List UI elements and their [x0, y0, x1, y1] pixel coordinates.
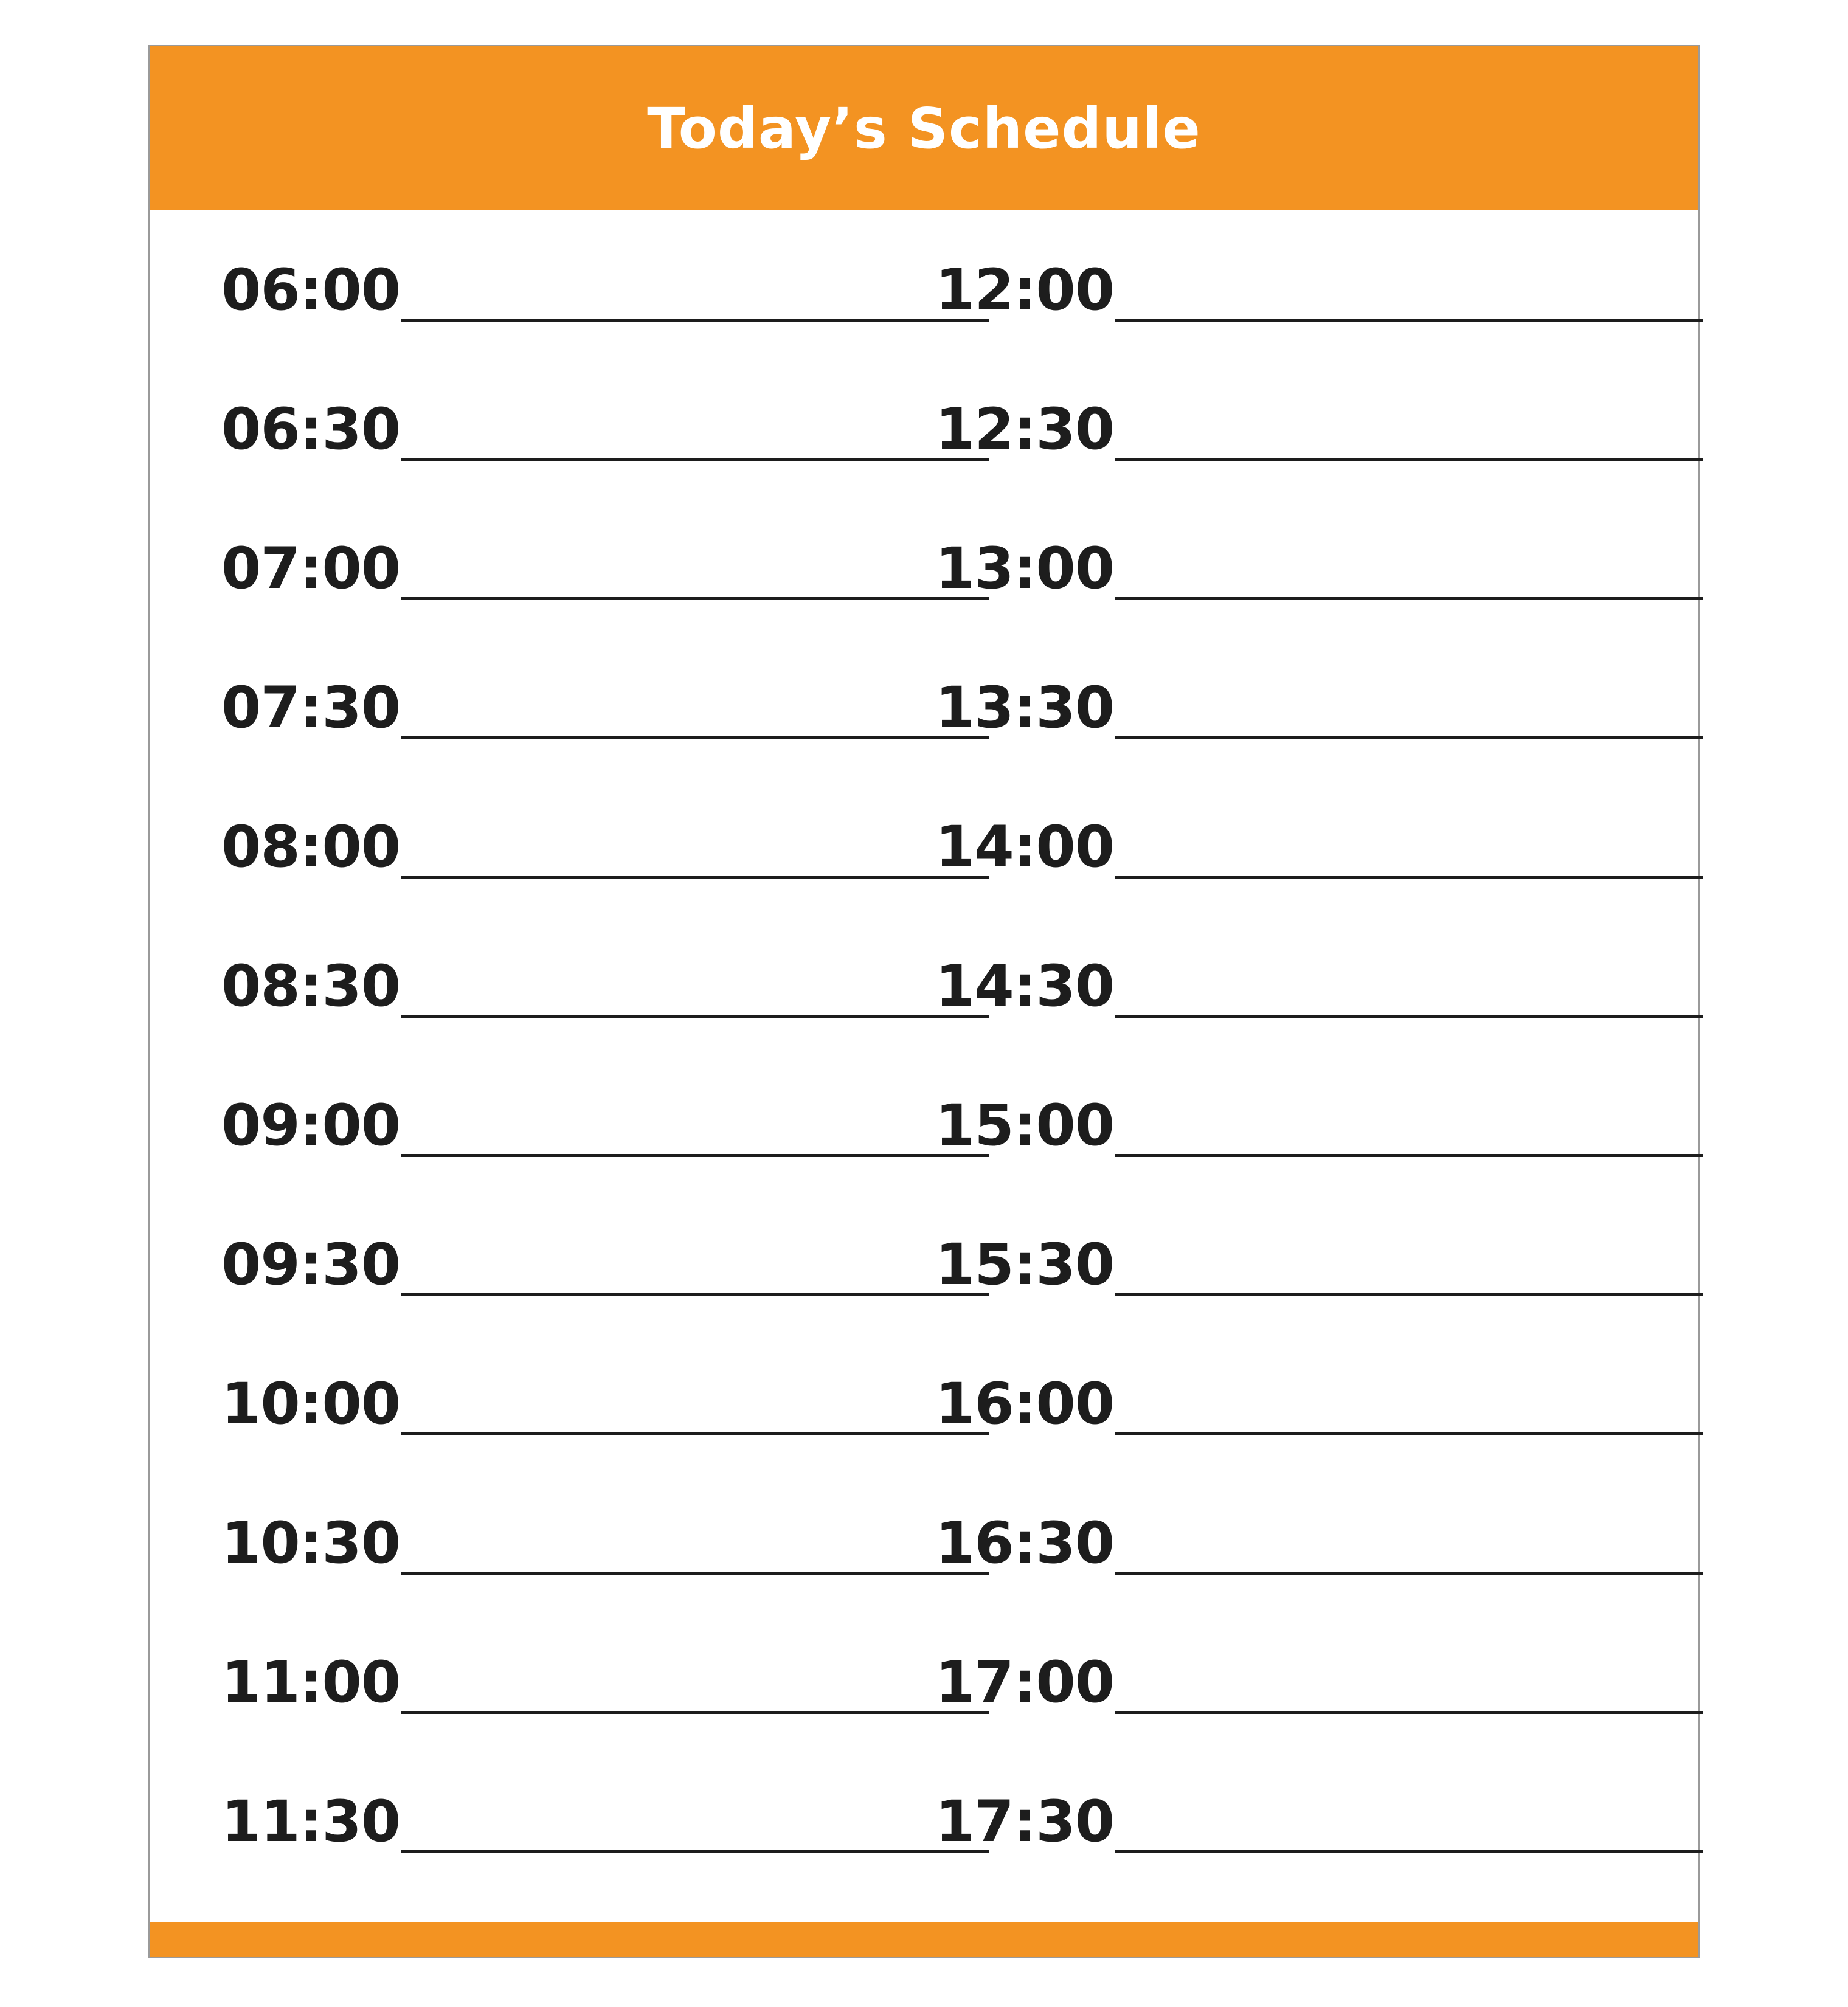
afternoon-slot — [935, 1507, 1677, 1580]
time-label: 15:00 — [935, 1093, 1115, 1159]
time-label: 06:00 — [221, 257, 401, 323]
time-label: 12:00 — [935, 257, 1115, 323]
time-label: 07:00 — [221, 536, 401, 602]
afternoon-slot — [935, 811, 1677, 884]
morning-slot — [221, 1090, 963, 1162]
entry-line[interactable] — [1115, 319, 1703, 322]
entry-line[interactable] — [1115, 597, 1703, 600]
time-label: 08:30 — [221, 953, 401, 1020]
time-label: 06:30 — [221, 396, 401, 463]
entry-line[interactable] — [401, 319, 989, 322]
afternoon-slot — [935, 672, 1677, 745]
time-label: 16:00 — [935, 1371, 1115, 1437]
entry-line[interactable] — [1115, 1572, 1703, 1575]
afternoon-slot — [935, 950, 1677, 1023]
entry-line[interactable] — [401, 1572, 989, 1575]
entry-line[interactable] — [401, 1015, 989, 1018]
entry-line[interactable] — [401, 1154, 989, 1157]
entry-line[interactable] — [401, 736, 989, 739]
morning-slot — [221, 1368, 963, 1441]
entry-line[interactable] — [401, 1432, 989, 1435]
entry-line[interactable] — [1115, 1711, 1703, 1714]
entry-line[interactable] — [1115, 1850, 1703, 1853]
time-label: 08:00 — [221, 814, 401, 880]
time-label: 15:30 — [935, 1232, 1115, 1298]
afternoon-slot — [935, 533, 1677, 606]
entry-line[interactable] — [1115, 1293, 1703, 1296]
morning-slot — [221, 1507, 963, 1580]
entry-line[interactable] — [1115, 1154, 1703, 1157]
time-label: 12:30 — [935, 396, 1115, 463]
morning-slot — [221, 254, 963, 327]
entry-line[interactable] — [1115, 1015, 1703, 1018]
entry-line[interactable] — [401, 1293, 989, 1296]
entry-line[interactable] — [1115, 736, 1703, 739]
time-label: 13:30 — [935, 675, 1115, 741]
time-label: 17:30 — [935, 1789, 1115, 1855]
footer-bar — [150, 1922, 1698, 1957]
time-label: 10:30 — [221, 1510, 401, 1577]
time-label: 10:00 — [221, 1371, 401, 1437]
entry-line[interactable] — [401, 1711, 989, 1714]
time-label: 09:30 — [221, 1232, 401, 1298]
morning-slot — [221, 950, 963, 1023]
afternoon-slot — [935, 393, 1677, 466]
entry-line[interactable] — [401, 458, 989, 461]
morning-slot — [221, 533, 963, 606]
afternoon-slot — [935, 1786, 1677, 1859]
time-label: 07:30 — [221, 675, 401, 741]
afternoon-slot — [935, 254, 1677, 327]
schedule-title: Today’s Schedule — [647, 95, 1201, 161]
time-label: 14:30 — [935, 953, 1115, 1020]
schedule-sheet — [148, 45, 1700, 1958]
time-label: 17:00 — [935, 1649, 1115, 1716]
entry-line[interactable] — [1115, 876, 1703, 879]
morning-slot — [221, 672, 963, 745]
afternoon-slot — [935, 1090, 1677, 1162]
afternoon-slot — [935, 1229, 1677, 1302]
morning-slot — [221, 1786, 963, 1859]
entry-line[interactable] — [401, 1850, 989, 1853]
entry-line[interactable] — [401, 876, 989, 879]
morning-slot — [221, 393, 963, 466]
time-label: 09:00 — [221, 1093, 401, 1159]
time-label: 14:00 — [935, 814, 1115, 880]
time-label: 11:00 — [221, 1649, 401, 1716]
entry-line[interactable] — [401, 597, 989, 600]
time-label: 13:00 — [935, 536, 1115, 602]
time-label: 11:30 — [221, 1789, 401, 1855]
morning-slot — [221, 1229, 963, 1302]
morning-slot — [221, 811, 963, 884]
schedule-header — [150, 46, 1698, 210]
morning-slot — [221, 1646, 963, 1719]
entry-line[interactable] — [1115, 1432, 1703, 1435]
time-label: 16:30 — [935, 1510, 1115, 1577]
afternoon-slot — [935, 1646, 1677, 1719]
entry-line[interactable] — [1115, 458, 1703, 461]
afternoon-slot — [935, 1368, 1677, 1441]
